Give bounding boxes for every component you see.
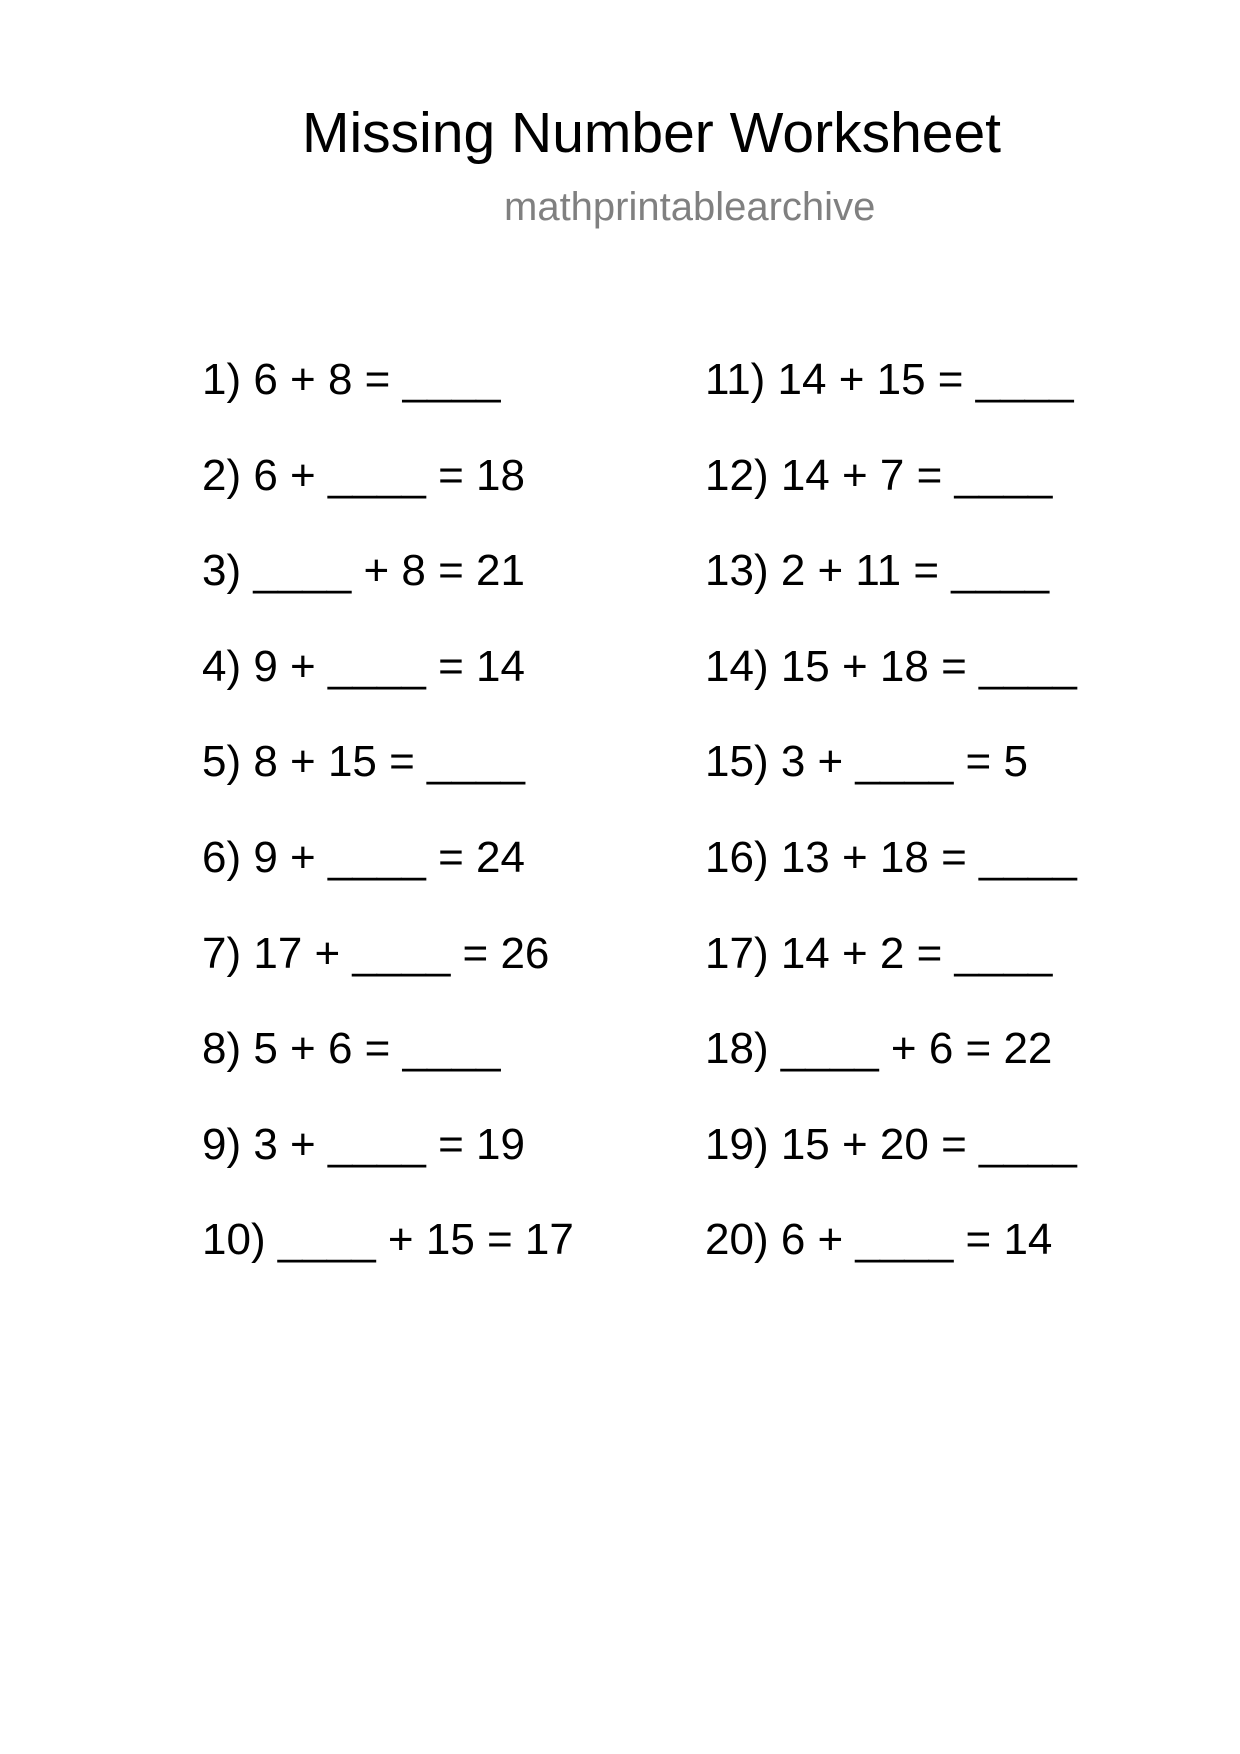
problem-item: 18) ____ + 6 = 22 xyxy=(705,1024,1053,1074)
problem-item: 14) 15 + 18 = ____ xyxy=(705,641,1077,691)
problems-right-column xyxy=(705,352,1077,1308)
problem-item: 4) 9 + ____ = 14 xyxy=(202,641,525,691)
problem-item: 2) 6 + ____ = 18 xyxy=(202,450,525,500)
problem-item: 20) 6 + ____ = 14 xyxy=(705,1215,1053,1265)
problem-item: 11) 14 + 15 = ____ xyxy=(705,355,1074,404)
problem-item: 17) 14 + 2 = ____ xyxy=(705,928,1053,978)
problem-item: 7) 17 + ____ = 26 xyxy=(202,928,550,978)
problem-item: 9) 3 + ____ = 19 xyxy=(202,1119,525,1169)
problem-item: 6) 9 + ____ = 24 xyxy=(202,832,525,882)
problem-item: 3) ____ + 8 = 21 xyxy=(202,546,525,596)
problems-left-column xyxy=(202,352,574,1308)
worksheet-subtitle: mathprintablearchive xyxy=(504,185,876,229)
problem-item: 16) 13 + 18 = ____ xyxy=(705,832,1077,882)
problem-item: 10) ____ + 15 = 17 xyxy=(202,1215,574,1265)
problem-item: 1) 6 + 8 = ____ xyxy=(202,355,501,404)
problem-item: 8) 5 + 6 = ____ xyxy=(202,1024,501,1074)
problem-item: 15) 3 + ____ = 5 xyxy=(705,737,1028,787)
problem-item: 19) 15 + 20 = ____ xyxy=(705,1119,1077,1169)
worksheet-title: Missing Number Worksheet xyxy=(302,101,1002,165)
problem-item: 5) 8 + 15 = ____ xyxy=(202,737,525,787)
problem-item: 12) 14 + 7 = ____ xyxy=(705,450,1053,500)
problem-item: 13) 2 + 11 = ____ xyxy=(705,546,1050,596)
